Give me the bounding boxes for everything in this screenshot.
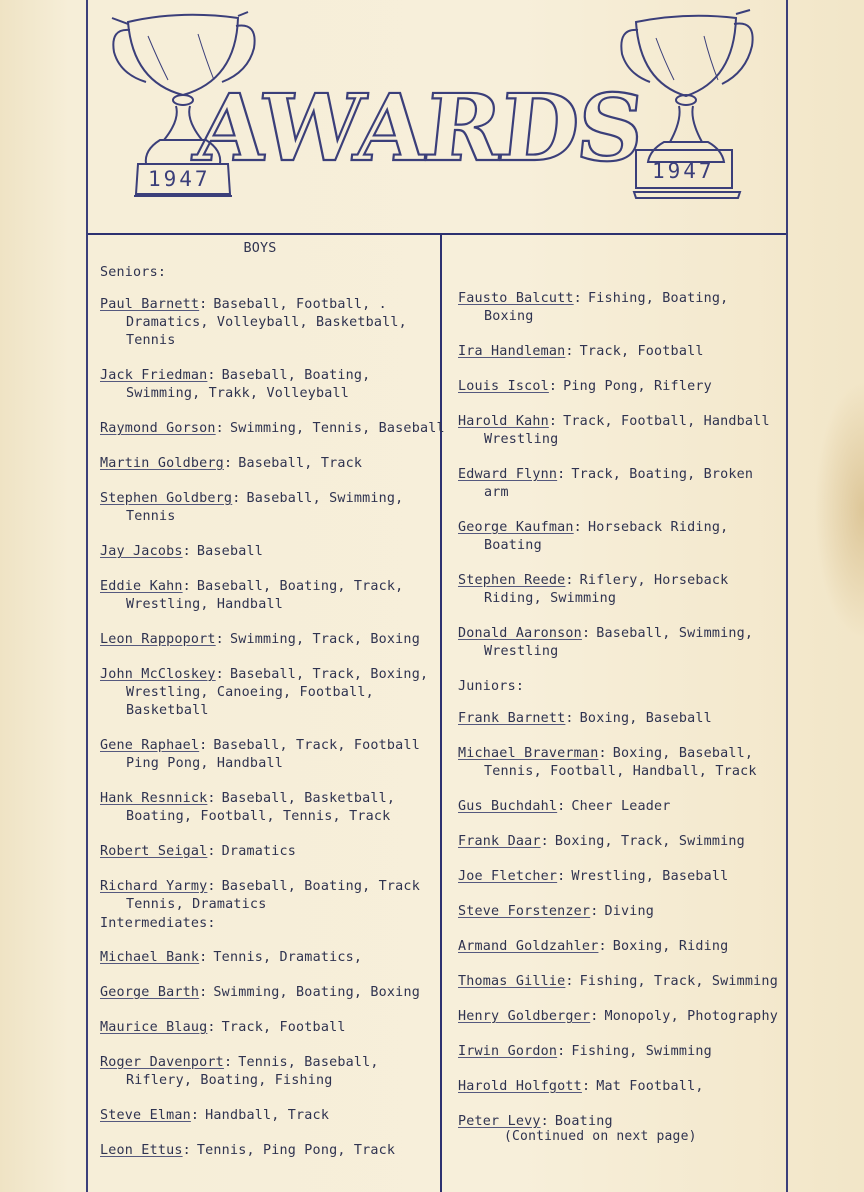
award-entry	[458, 466, 784, 502]
recipient-name: Raymond Gorson	[100, 421, 216, 436]
award-list: Track, Football	[221, 1020, 346, 1035]
category-seniors: Seniors:	[100, 265, 167, 280]
award-list: Boxing, Track, Swimming	[554, 834, 745, 849]
award-entry	[458, 710, 784, 728]
seniors-list	[100, 296, 446, 914]
recipient-name: Gus Buchdahl	[458, 799, 558, 814]
award-list: Baseball, Track, Football Ping Pong, Handball	[126, 738, 420, 771]
header-divider	[88, 233, 786, 235]
name-separator: :	[223, 456, 233, 471]
award-list: Fishing, Swimming	[571, 1044, 712, 1059]
name-separator: :	[581, 1079, 591, 1094]
award-entry	[100, 455, 446, 473]
recipient-name: Jack Friedman	[100, 368, 208, 383]
award-list: Mat Football,	[596, 1079, 704, 1094]
recipient-name: Paul Barnett	[100, 297, 200, 312]
juniors-list	[458, 710, 784, 1131]
award-list: Baseball, Basketball, Boating, Football, Tennis, Track	[126, 791, 396, 824]
name-separator: :	[557, 869, 566, 884]
name-separator: :	[565, 344, 574, 359]
award-entry	[100, 490, 446, 526]
name-separator: :	[590, 904, 599, 919]
award-entry	[100, 737, 446, 773]
section-heading-boys: BOYS	[243, 241, 277, 256]
recipient-name: Michael Bank	[100, 950, 200, 965]
award-list: Tennis, Dramatics,	[213, 950, 363, 965]
award-list: Baseball, Boating, Swimming, Trakk, Volleyball	[126, 368, 371, 401]
name-separator: :	[207, 844, 216, 859]
recipient-name: Frank Daar	[458, 834, 541, 849]
recipient-name: Michael Braverman	[458, 746, 599, 761]
name-separator: :	[182, 1143, 191, 1158]
award-entry	[458, 798, 784, 816]
recipient-name: Maurice Blaug	[100, 1020, 208, 1035]
name-separator: :	[581, 626, 591, 641]
continued-note: (Continued on next page)	[504, 1129, 697, 1144]
award-list: Tennis, Ping Pong, Track	[196, 1143, 396, 1158]
award-entry	[458, 973, 784, 991]
award-entry	[100, 296, 446, 350]
recipient-name: Fausto Balcutt	[458, 291, 574, 306]
name-separator: :	[190, 1108, 200, 1123]
recipient-name: Leon Rappoport	[100, 632, 216, 647]
name-separator: :	[207, 368, 216, 383]
award-list: Boxing, Baseball, Tennis, Football, Handball, Track	[484, 746, 757, 779]
name-separator: :	[199, 297, 208, 312]
award-list: Diving	[604, 904, 655, 919]
award-entry	[458, 938, 784, 956]
intermediates-list	[100, 949, 446, 1160]
category-juniors: Juniors:	[458, 679, 525, 694]
award-list: Fishing, Boating, Boxing	[484, 291, 729, 324]
award-list: Baseball, Swimming, Tennis	[126, 491, 404, 524]
name-separator: :	[182, 579, 191, 594]
award-entry	[458, 519, 784, 555]
name-separator: :	[565, 711, 574, 726]
name-separator: :	[573, 291, 582, 306]
recipient-name: Frank Barnett	[458, 711, 566, 726]
award-entry	[458, 413, 784, 449]
award-entry	[100, 631, 446, 649]
award-list: Cheer Leader	[571, 799, 671, 814]
name-separator: :	[215, 667, 224, 682]
name-separator: :	[573, 520, 582, 535]
name-separator: :	[540, 1114, 549, 1129]
name-separator: :	[215, 421, 224, 436]
recipient-name: George Kaufman	[458, 520, 574, 535]
award-list: Monopoly, Photography	[604, 1009, 778, 1024]
award-list: Baseball, Boating, Track Tennis, Dramatics	[126, 879, 420, 912]
award-list: Swimming, Tennis, Baseball	[229, 421, 445, 436]
recipient-name: Steve Forstenzer	[458, 904, 591, 919]
award-entry	[458, 378, 784, 396]
award-entry	[100, 790, 446, 826]
award-entry	[458, 625, 784, 661]
name-separator: :	[199, 950, 208, 965]
name-separator: :	[548, 379, 558, 394]
award-entry	[100, 843, 446, 861]
award-list: Fishing, Track, Swimming	[579, 974, 778, 989]
frame-right-border	[786, 0, 788, 1192]
intermediates-continued-list	[458, 290, 784, 661]
name-separator: :	[182, 544, 191, 559]
award-list: Track, Football	[579, 344, 704, 359]
recipient-name: Stephen Goldberg	[100, 491, 233, 506]
recipient-name: Ira Handleman	[458, 344, 566, 359]
award-list: Baseball, Track	[238, 456, 363, 471]
award-entry	[100, 949, 446, 967]
award-list: Handball, Track	[205, 1108, 330, 1123]
award-list: Baseball, Track, Boxing, Wrestling, Canoeing, Football, Basketball	[126, 667, 429, 718]
award-list: Dramatics	[221, 844, 297, 859]
award-entry	[458, 745, 784, 781]
right-column	[458, 290, 784, 1146]
name-separator: :	[207, 791, 216, 806]
award-list: Track, Football, Handball Wrestling	[484, 414, 770, 447]
award-entry	[458, 903, 784, 921]
recipient-name: Martin Goldberg	[100, 456, 224, 471]
name-separator: :	[540, 834, 549, 849]
award-entry	[100, 984, 446, 1002]
award-entry	[100, 1054, 446, 1090]
name-separator: :	[215, 632, 224, 647]
recipient-name: Joe Fletcher	[458, 869, 558, 884]
year-right: 1947	[652, 159, 715, 183]
award-entry	[458, 1078, 784, 1096]
award-list: Horseback Riding, Boating	[484, 520, 729, 553]
award-list: Swimming, Boating, Boxing	[213, 985, 420, 1000]
award-entry	[458, 1008, 784, 1026]
award-entry	[100, 666, 446, 720]
name-separator: :	[207, 879, 216, 894]
name-separator: :	[565, 573, 574, 588]
award-list: Track, Boating, Broken arm	[484, 467, 754, 500]
award-list: Baseball, Boating, Track, Wrestling, Handball	[126, 579, 404, 612]
award-entry	[458, 1043, 784, 1061]
name-separator: :	[223, 1055, 233, 1070]
award-list: Baseball, Football, . Dramatics, Volleyball, Basketball, Tennis	[126, 297, 407, 348]
award-list: Wrestling, Baseball	[571, 869, 729, 884]
name-separator: :	[232, 491, 241, 506]
award-entry	[100, 578, 446, 614]
award-list: Baseball	[196, 544, 263, 559]
award-entry	[100, 543, 446, 561]
year-left: 1947	[148, 167, 211, 191]
recipient-name: Thomas Gillie	[458, 974, 566, 989]
award-entry	[100, 878, 446, 914]
award-list: Tennis, Baseball, Riflery, Boating, Fishing	[126, 1055, 379, 1088]
award-list: Ping Pong, Riflery	[563, 379, 712, 394]
recipient-name: Louis Iscol	[458, 379, 549, 394]
recipient-name: Eddie Kahn	[100, 579, 183, 594]
recipient-name: Edward Flynn	[458, 467, 558, 482]
award-entry	[458, 343, 784, 361]
recipient-name: Robert Seigal	[100, 844, 208, 859]
name-separator: :	[590, 1009, 599, 1024]
recipient-name: Harold Kahn	[458, 414, 549, 429]
award-list: Boxing, Baseball	[579, 711, 712, 726]
recipient-name: Harold Holfgott	[458, 1079, 582, 1094]
recipient-name: Jay Jacobs	[100, 544, 183, 559]
award-list: Baseball, Swimming, Wrestling	[484, 626, 754, 659]
award-entry	[100, 367, 446, 403]
paper-stain	[814, 380, 864, 640]
recipient-name: John McCloskey	[100, 667, 216, 682]
recipient-name: George Barth	[100, 985, 200, 1000]
name-separator: :	[548, 414, 558, 429]
recipient-name: Gene Raphael	[100, 738, 200, 753]
header-artwork	[88, 0, 786, 234]
recipient-name: Armand Goldzahler	[458, 939, 599, 954]
recipient-name: Richard Yarmy	[100, 879, 208, 894]
award-entry	[100, 420, 446, 438]
name-separator: :	[557, 1044, 566, 1059]
name-separator: :	[199, 985, 208, 1000]
name-separator: :	[557, 467, 566, 482]
award-list: Boating	[554, 1114, 613, 1129]
recipient-name: Hank Resnnick	[100, 791, 208, 806]
recipient-name: Steve Elman	[100, 1108, 191, 1123]
award-entry	[100, 1019, 446, 1037]
recipient-name: Peter Levy	[458, 1114, 541, 1129]
recipient-name: Roger Davenport	[100, 1055, 224, 1070]
award-entry	[100, 1107, 446, 1125]
name-separator: :	[598, 939, 607, 954]
recipient-name: Donald Aaronson	[458, 626, 582, 641]
award-list: Riflery, Horseback Riding, Swimming	[484, 573, 729, 606]
award-entry	[458, 290, 784, 326]
name-separator: :	[557, 799, 566, 814]
recipient-name: Henry Goldberger	[458, 1009, 591, 1024]
recipient-name: Leon Ettus	[100, 1143, 183, 1158]
recipient-name: Stephen Reede	[458, 573, 566, 588]
recipient-name: Irwin Gordon	[458, 1044, 558, 1059]
award-list: Boxing, Riding	[612, 939, 729, 954]
award-entry	[458, 868, 784, 886]
award-entry	[100, 1142, 446, 1160]
left-column	[100, 240, 446, 1177]
award-entry	[458, 572, 784, 608]
award-list: Swimming, Track, Boxing	[229, 632, 420, 647]
category-intermediates: Intermediates:	[100, 916, 216, 931]
awards-title: AWARDS	[189, 73, 648, 182]
name-separator: :	[565, 974, 574, 989]
name-separator: :	[207, 1020, 216, 1035]
name-separator: :	[598, 746, 607, 761]
award-entry	[458, 833, 784, 851]
name-separator: :	[199, 738, 208, 753]
awards-header	[88, 0, 786, 234]
